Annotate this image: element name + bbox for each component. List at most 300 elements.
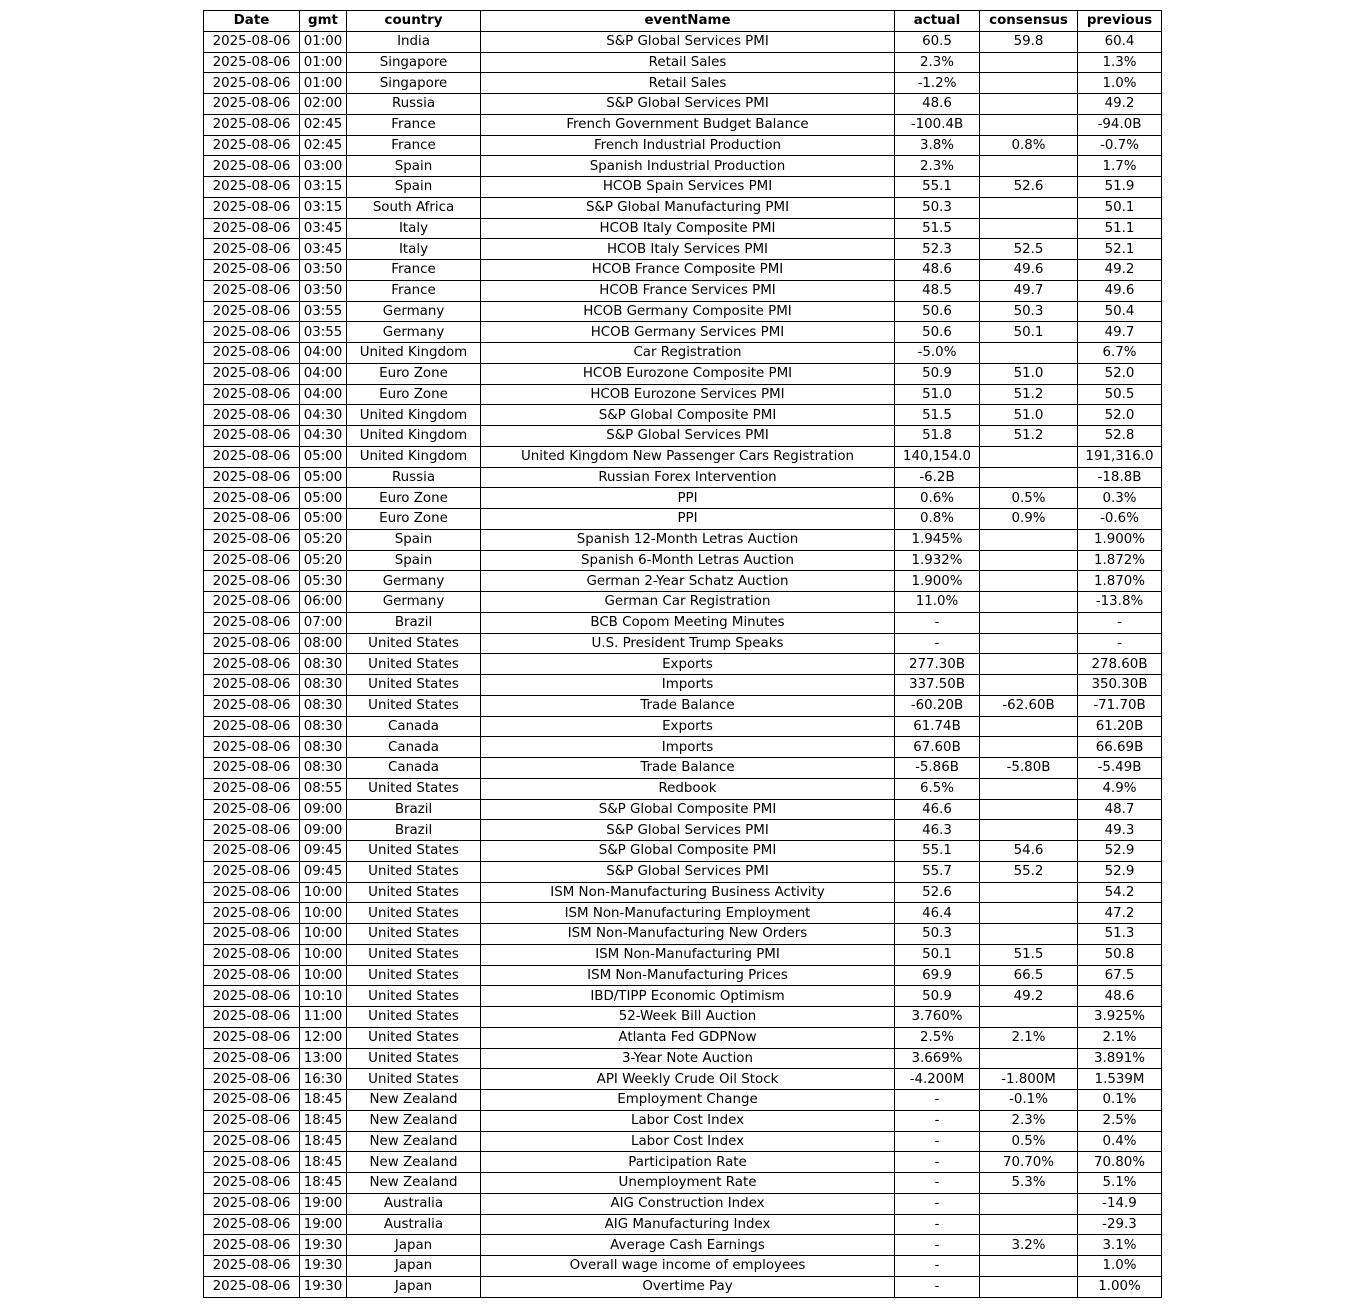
- cell-actual: -: [895, 1110, 980, 1131]
- cell-previous: 350.30B: [1078, 675, 1162, 696]
- cell-actual: -5.86B: [895, 758, 980, 779]
- cell-consensus: [980, 550, 1078, 571]
- cell-gmt: 08:00: [300, 633, 347, 654]
- table-row: [204, 322, 1162, 343]
- table-row: [204, 1193, 1162, 1214]
- cell-date: 2025-08-06: [204, 758, 300, 779]
- cell-gmt: 03:50: [300, 260, 347, 281]
- cell-country: Russia: [347, 94, 481, 115]
- cell-consensus: [980, 467, 1078, 488]
- cell-date: 2025-08-06: [204, 1069, 300, 1090]
- cell-event-name: S&P Global Services PMI: [481, 31, 895, 52]
- cell-gmt: 08:30: [300, 695, 347, 716]
- cell-gmt: 04:00: [300, 384, 347, 405]
- table-row: [204, 861, 1162, 882]
- cell-gmt: 09:45: [300, 841, 347, 862]
- table-row: [204, 218, 1162, 239]
- column-header-previous: previous: [1078, 11, 1162, 32]
- cell-gmt: 13:00: [300, 1048, 347, 1069]
- cell-consensus: 51.0: [980, 405, 1078, 426]
- cell-gmt: 02:00: [300, 94, 347, 115]
- cell-date: 2025-08-06: [204, 301, 300, 322]
- cell-event-name: PPI: [481, 509, 895, 530]
- cell-country: New Zealand: [347, 1131, 481, 1152]
- cell-actual: -60.20B: [895, 695, 980, 716]
- cell-country: United States: [347, 882, 481, 903]
- cell-previous: 52.0: [1078, 405, 1162, 426]
- cell-event-name: PPI: [481, 488, 895, 509]
- cell-gmt: 02:45: [300, 135, 347, 156]
- cell-date: 2025-08-06: [204, 675, 300, 696]
- cell-gmt: 09:00: [300, 820, 347, 841]
- cell-country: United Kingdom: [347, 426, 481, 447]
- table-row: [204, 135, 1162, 156]
- cell-previous: 49.2: [1078, 94, 1162, 115]
- cell-country: New Zealand: [347, 1110, 481, 1131]
- cell-date: 2025-08-06: [204, 612, 300, 633]
- cell-gmt: 04:30: [300, 426, 347, 447]
- cell-date: 2025-08-06: [204, 135, 300, 156]
- cell-event-name: Labor Cost Index: [481, 1131, 895, 1152]
- cell-actual: 46.6: [895, 799, 980, 820]
- cell-date: 2025-08-06: [204, 1256, 300, 1277]
- cell-actual: 1.945%: [895, 529, 980, 550]
- cell-gmt: 19:30: [300, 1235, 347, 1256]
- cell-country: New Zealand: [347, 1152, 481, 1173]
- cell-consensus: [980, 73, 1078, 94]
- cell-country: France: [347, 280, 481, 301]
- header-row: [204, 11, 1162, 32]
- cell-previous: 48.6: [1078, 986, 1162, 1007]
- cell-event-name: Russian Forex Intervention: [481, 467, 895, 488]
- cell-event-name: German 2-Year Schatz Auction: [481, 571, 895, 592]
- cell-country: Canada: [347, 716, 481, 737]
- cell-gmt: 09:00: [300, 799, 347, 820]
- cell-actual: -100.4B: [895, 114, 980, 135]
- cell-consensus: [980, 446, 1078, 467]
- cell-event-name: Overtime Pay: [481, 1276, 895, 1297]
- cell-gmt: 04:00: [300, 343, 347, 364]
- table-row: [204, 903, 1162, 924]
- table-row: [204, 1090, 1162, 1111]
- cell-date: 2025-08-06: [204, 197, 300, 218]
- cell-consensus: 49.6: [980, 260, 1078, 281]
- cell-actual: 48.6: [895, 94, 980, 115]
- cell-gmt: 03:00: [300, 156, 347, 177]
- cell-event-name: United Kingdom New Passenger Cars Registration: [481, 446, 895, 467]
- table-row: [204, 612, 1162, 633]
- cell-date: 2025-08-06: [204, 52, 300, 73]
- cell-country: Japan: [347, 1256, 481, 1277]
- cell-date: 2025-08-06: [204, 1193, 300, 1214]
- cell-previous: 1.900%: [1078, 529, 1162, 550]
- cell-event-name: Average Cash Earnings: [481, 1235, 895, 1256]
- cell-gmt: 06:00: [300, 592, 347, 613]
- cell-country: New Zealand: [347, 1173, 481, 1194]
- cell-actual: -4.200M: [895, 1069, 980, 1090]
- cell-date: 2025-08-06: [204, 446, 300, 467]
- cell-event-name: Exports: [481, 654, 895, 675]
- cell-country: United Kingdom: [347, 343, 481, 364]
- cell-gmt: 04:30: [300, 405, 347, 426]
- cell-country: Spain: [347, 529, 481, 550]
- cell-previous: -: [1078, 612, 1162, 633]
- cell-event-name: German Car Registration: [481, 592, 895, 613]
- cell-event-name: Imports: [481, 737, 895, 758]
- cell-gmt: 18:45: [300, 1110, 347, 1131]
- cell-consensus: [980, 716, 1078, 737]
- table-row: [204, 301, 1162, 322]
- cell-actual: -: [895, 1276, 980, 1297]
- table-row: [204, 550, 1162, 571]
- cell-gmt: 05:00: [300, 488, 347, 509]
- table-row: [204, 73, 1162, 94]
- cell-consensus: 66.5: [980, 965, 1078, 986]
- cell-country: United States: [347, 1048, 481, 1069]
- cell-date: 2025-08-06: [204, 218, 300, 239]
- cell-country: United States: [347, 861, 481, 882]
- cell-actual: 3.8%: [895, 135, 980, 156]
- cell-event-name: Atlanta Fed GDPNow: [481, 1027, 895, 1048]
- cell-consensus: [980, 737, 1078, 758]
- cell-actual: 61.74B: [895, 716, 980, 737]
- cell-consensus: [980, 778, 1078, 799]
- cell-country: Italy: [347, 218, 481, 239]
- cell-event-name: Imports: [481, 675, 895, 696]
- table-row: [204, 1173, 1162, 1194]
- table-row: [204, 778, 1162, 799]
- table-row: [204, 260, 1162, 281]
- cell-actual: 3.760%: [895, 1007, 980, 1028]
- cell-gmt: 05:00: [300, 509, 347, 530]
- cell-date: 2025-08-06: [204, 529, 300, 550]
- cell-previous: 2.5%: [1078, 1110, 1162, 1131]
- cell-consensus: 5.3%: [980, 1173, 1078, 1194]
- cell-actual: 67.60B: [895, 737, 980, 758]
- cell-consensus: 51.2: [980, 384, 1078, 405]
- cell-previous: 0.4%: [1078, 1131, 1162, 1152]
- cell-gmt: 05:00: [300, 446, 347, 467]
- cell-previous: 52.9: [1078, 841, 1162, 862]
- table-row: [204, 1007, 1162, 1028]
- cell-event-name: ISM Non-Manufacturing PMI: [481, 944, 895, 965]
- cell-event-name: HCOB France Composite PMI: [481, 260, 895, 281]
- table-row: [204, 1276, 1162, 1297]
- cell-consensus: 3.2%: [980, 1235, 1078, 1256]
- cell-previous: 50.4: [1078, 301, 1162, 322]
- cell-gmt: 03:45: [300, 239, 347, 260]
- cell-date: 2025-08-06: [204, 778, 300, 799]
- cell-gmt: 05:30: [300, 571, 347, 592]
- cell-event-name: Trade Balance: [481, 695, 895, 716]
- cell-event-name: S&P Global Services PMI: [481, 820, 895, 841]
- cell-country: India: [347, 31, 481, 52]
- cell-event-name: ISM Non-Manufacturing New Orders: [481, 924, 895, 945]
- table-row: [204, 343, 1162, 364]
- table-row: [204, 737, 1162, 758]
- cell-country: France: [347, 114, 481, 135]
- cell-country: Canada: [347, 758, 481, 779]
- cell-date: 2025-08-06: [204, 426, 300, 447]
- cell-country: Russia: [347, 467, 481, 488]
- cell-event-name: S&P Global Manufacturing PMI: [481, 197, 895, 218]
- cell-date: 2025-08-06: [204, 1173, 300, 1194]
- cell-consensus: -1.800M: [980, 1069, 1078, 1090]
- cell-country: Brazil: [347, 820, 481, 841]
- cell-country: United States: [347, 633, 481, 654]
- table-row: [204, 529, 1162, 550]
- column-header-gmt: gmt: [300, 11, 347, 32]
- table-row: [204, 1256, 1162, 1277]
- cell-previous: -13.8%: [1078, 592, 1162, 613]
- cell-actual: 3.669%: [895, 1048, 980, 1069]
- cell-gmt: 08:55: [300, 778, 347, 799]
- cell-consensus: 54.6: [980, 841, 1078, 862]
- cell-date: 2025-08-06: [204, 1007, 300, 1028]
- cell-event-name: S&P Global Services PMI: [481, 94, 895, 115]
- cell-actual: 50.9: [895, 363, 980, 384]
- cell-previous: 50.8: [1078, 944, 1162, 965]
- cell-date: 2025-08-06: [204, 550, 300, 571]
- cell-actual: 277.30B: [895, 654, 980, 675]
- cell-actual: -: [895, 1193, 980, 1214]
- cell-date: 2025-08-06: [204, 965, 300, 986]
- cell-date: 2025-08-06: [204, 260, 300, 281]
- cell-country: Singapore: [347, 73, 481, 94]
- cell-actual: 50.3: [895, 197, 980, 218]
- cell-previous: 1.872%: [1078, 550, 1162, 571]
- cell-previous: 1.3%: [1078, 52, 1162, 73]
- cell-gmt: 08:30: [300, 716, 347, 737]
- cell-country: Euro Zone: [347, 384, 481, 405]
- cell-gmt: 10:00: [300, 965, 347, 986]
- cell-country: United States: [347, 944, 481, 965]
- cell-actual: 51.0: [895, 384, 980, 405]
- cell-gmt: 10:00: [300, 903, 347, 924]
- cell-actual: 1.932%: [895, 550, 980, 571]
- cell-actual: 55.1: [895, 177, 980, 198]
- cell-gmt: 19:00: [300, 1214, 347, 1235]
- cell-date: 2025-08-06: [204, 322, 300, 343]
- cell-gmt: 05:20: [300, 550, 347, 571]
- cell-event-name: HCOB Spain Services PMI: [481, 177, 895, 198]
- cell-event-name: Trade Balance: [481, 758, 895, 779]
- cell-actual: 2.3%: [895, 156, 980, 177]
- cell-date: 2025-08-06: [204, 239, 300, 260]
- cell-consensus: [980, 903, 1078, 924]
- cell-gmt: 01:00: [300, 31, 347, 52]
- cell-event-name: Spanish 6-Month Letras Auction: [481, 550, 895, 571]
- cell-consensus: 55.2: [980, 861, 1078, 882]
- cell-country: United Kingdom: [347, 405, 481, 426]
- cell-country: Brazil: [347, 799, 481, 820]
- cell-consensus: 52.6: [980, 177, 1078, 198]
- table-row: [204, 446, 1162, 467]
- cell-previous: 50.5: [1078, 384, 1162, 405]
- cell-gmt: 08:30: [300, 737, 347, 758]
- cell-previous: 1.7%: [1078, 156, 1162, 177]
- cell-date: 2025-08-06: [204, 343, 300, 364]
- table-row: [204, 799, 1162, 820]
- table-row: [204, 239, 1162, 260]
- cell-gmt: 19:00: [300, 1193, 347, 1214]
- cell-date: 2025-08-06: [204, 571, 300, 592]
- cell-consensus: -62.60B: [980, 695, 1078, 716]
- cell-previous: 49.3: [1078, 820, 1162, 841]
- cell-gmt: 03:15: [300, 177, 347, 198]
- cell-previous: 48.7: [1078, 799, 1162, 820]
- cell-consensus: 50.3: [980, 301, 1078, 322]
- cell-previous: 51.3: [1078, 924, 1162, 945]
- cell-consensus: 0.9%: [980, 509, 1078, 530]
- cell-actual: 6.5%: [895, 778, 980, 799]
- cell-actual: -: [895, 612, 980, 633]
- cell-country: United States: [347, 841, 481, 862]
- cell-actual: 48.5: [895, 280, 980, 301]
- cell-actual: 1.900%: [895, 571, 980, 592]
- cell-previous: -18.8B: [1078, 467, 1162, 488]
- cell-consensus: [980, 571, 1078, 592]
- cell-previous: -0.6%: [1078, 509, 1162, 530]
- cell-event-name: HCOB Germany Services PMI: [481, 322, 895, 343]
- cell-country: Spain: [347, 177, 481, 198]
- cell-previous: 278.60B: [1078, 654, 1162, 675]
- cell-country: Japan: [347, 1235, 481, 1256]
- cell-actual: 337.50B: [895, 675, 980, 696]
- cell-date: 2025-08-06: [204, 384, 300, 405]
- cell-previous: 54.2: [1078, 882, 1162, 903]
- table-row: [204, 882, 1162, 903]
- table-row: [204, 1131, 1162, 1152]
- cell-consensus: 49.7: [980, 280, 1078, 301]
- cell-date: 2025-08-06: [204, 1110, 300, 1131]
- cell-consensus: [980, 94, 1078, 115]
- cell-event-name: HCOB Eurozone Services PMI: [481, 384, 895, 405]
- cell-consensus: 0.5%: [980, 1131, 1078, 1152]
- cell-consensus: [980, 592, 1078, 613]
- cell-consensus: [980, 52, 1078, 73]
- cell-actual: 46.3: [895, 820, 980, 841]
- cell-country: United States: [347, 654, 481, 675]
- table-row: [204, 965, 1162, 986]
- cell-consensus: 52.5: [980, 239, 1078, 260]
- cell-date: 2025-08-06: [204, 716, 300, 737]
- cell-date: 2025-08-06: [204, 695, 300, 716]
- cell-actual: -: [895, 1173, 980, 1194]
- cell-country: Euro Zone: [347, 509, 481, 530]
- cell-country: Singapore: [347, 52, 481, 73]
- table-row: [204, 716, 1162, 737]
- cell-date: 2025-08-06: [204, 1027, 300, 1048]
- cell-consensus: 0.5%: [980, 488, 1078, 509]
- cell-event-name: Car Registration: [481, 343, 895, 364]
- cell-previous: 1.0%: [1078, 1256, 1162, 1277]
- cell-consensus: [980, 1256, 1078, 1277]
- cell-country: Canada: [347, 737, 481, 758]
- cell-date: 2025-08-06: [204, 363, 300, 384]
- cell-date: 2025-08-06: [204, 799, 300, 820]
- table-row: [204, 841, 1162, 862]
- cell-date: 2025-08-06: [204, 924, 300, 945]
- table-row: [204, 1110, 1162, 1131]
- cell-date: 2025-08-06: [204, 1048, 300, 1069]
- cell-actual: 52.6: [895, 882, 980, 903]
- cell-gmt: 10:00: [300, 924, 347, 945]
- cell-event-name: 52-Week Bill Auction: [481, 1007, 895, 1028]
- table-row: [204, 571, 1162, 592]
- cell-event-name: Exports: [481, 716, 895, 737]
- cell-consensus: 70.70%: [980, 1152, 1078, 1173]
- cell-consensus: [980, 343, 1078, 364]
- cell-date: 2025-08-06: [204, 31, 300, 52]
- table-body: [204, 31, 1162, 1297]
- cell-date: 2025-08-06: [204, 944, 300, 965]
- cell-event-name: S&P Global Composite PMI: [481, 405, 895, 426]
- cell-country: Italy: [347, 239, 481, 260]
- cell-country: United States: [347, 695, 481, 716]
- cell-event-name: Participation Rate: [481, 1152, 895, 1173]
- table-row: [204, 592, 1162, 613]
- cell-gmt: 09:45: [300, 861, 347, 882]
- table-row: [204, 944, 1162, 965]
- cell-consensus: [980, 820, 1078, 841]
- cell-event-name: API Weekly Crude Oil Stock: [481, 1069, 895, 1090]
- cell-consensus: [980, 1214, 1078, 1235]
- cell-consensus: [980, 799, 1078, 820]
- cell-country: France: [347, 135, 481, 156]
- cell-previous: 70.80%: [1078, 1152, 1162, 1173]
- cell-consensus: [980, 218, 1078, 239]
- cell-country: Australia: [347, 1214, 481, 1235]
- cell-previous: 49.6: [1078, 280, 1162, 301]
- cell-date: 2025-08-06: [204, 1131, 300, 1152]
- table-row: [204, 156, 1162, 177]
- column-header-actual: actual: [895, 11, 980, 32]
- cell-previous: 3.1%: [1078, 1235, 1162, 1256]
- cell-previous: 6.7%: [1078, 343, 1162, 364]
- cell-actual: 50.3: [895, 924, 980, 945]
- cell-actual: 140,154.0: [895, 446, 980, 467]
- economic-calendar-table: [203, 10, 1162, 1298]
- table-row: [204, 1214, 1162, 1235]
- table-row: [204, 1027, 1162, 1048]
- cell-previous: 5.1%: [1078, 1173, 1162, 1194]
- cell-previous: 50.1: [1078, 197, 1162, 218]
- cell-previous: 67.5: [1078, 965, 1162, 986]
- cell-event-name: Employment Change: [481, 1090, 895, 1111]
- cell-event-name: S&P Global Composite PMI: [481, 841, 895, 862]
- cell-country: United States: [347, 778, 481, 799]
- cell-date: 2025-08-06: [204, 882, 300, 903]
- cell-consensus: [980, 1193, 1078, 1214]
- cell-gmt: 19:30: [300, 1256, 347, 1277]
- cell-actual: -: [895, 1131, 980, 1152]
- cell-consensus: [980, 197, 1078, 218]
- cell-previous: 51.1: [1078, 218, 1162, 239]
- table-row: [204, 986, 1162, 1007]
- cell-actual: 50.6: [895, 301, 980, 322]
- cell-consensus: 50.1: [980, 322, 1078, 343]
- cell-date: 2025-08-06: [204, 156, 300, 177]
- cell-actual: 52.3: [895, 239, 980, 260]
- cell-previous: -0.7%: [1078, 135, 1162, 156]
- cell-country: Brazil: [347, 612, 481, 633]
- cell-gmt: 03:15: [300, 197, 347, 218]
- cell-event-name: AIG Manufacturing Index: [481, 1214, 895, 1235]
- cell-actual: -: [895, 1152, 980, 1173]
- cell-actual: 50.9: [895, 986, 980, 1007]
- cell-previous: 1.539M: [1078, 1069, 1162, 1090]
